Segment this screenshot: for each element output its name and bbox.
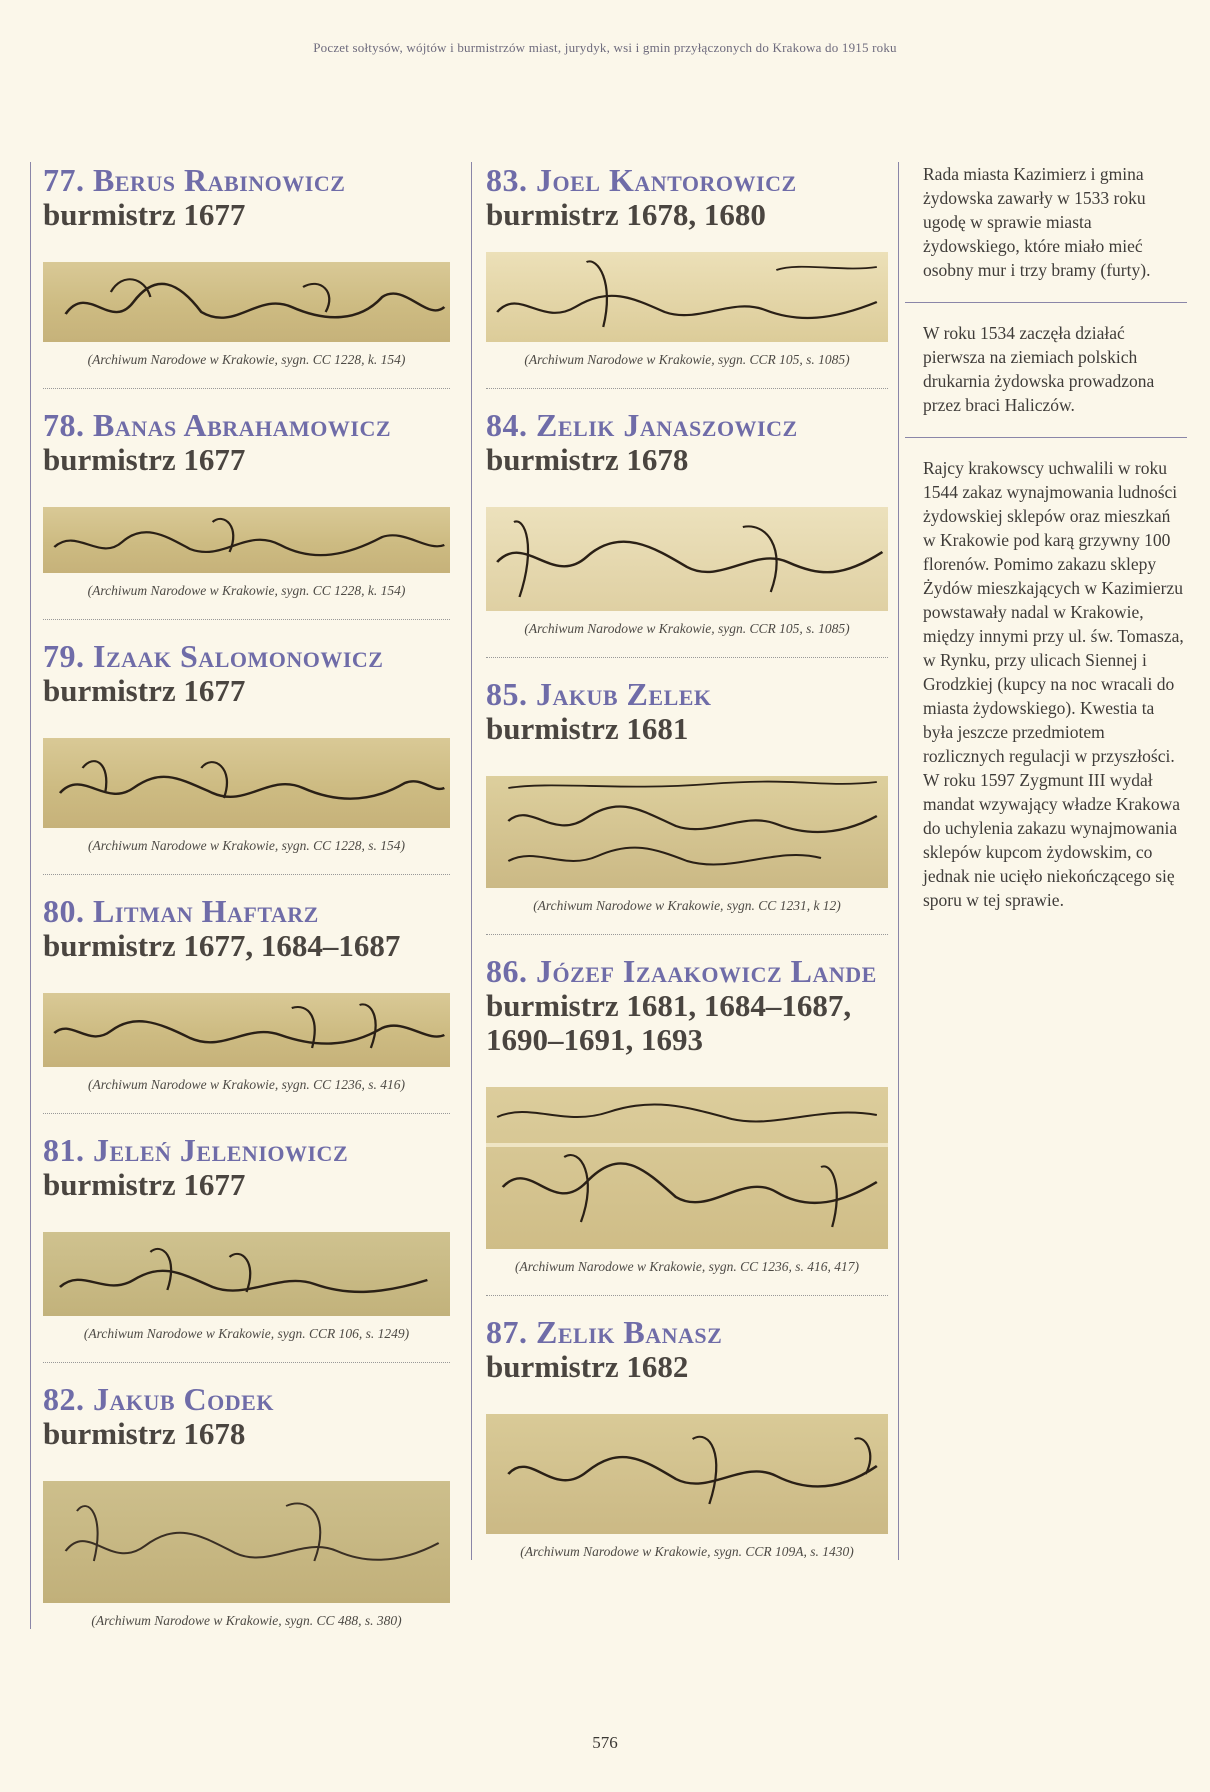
page-number: 576 xyxy=(592,1733,618,1752)
signature-image xyxy=(486,1414,888,1534)
entry-83 xyxy=(486,162,888,389)
archive-caption: (Archiwum Narodowe w Krakowie, sygn. CCR 106, s. 1249) xyxy=(83,1326,410,1341)
side-paragraph: Rada miasta Kazimierz i gmina żydowska zawarły w 1533 roku ugodę w sprawie miasta żydowskiego, które miało mieć osobny mur i trzy bramy (furty). xyxy=(923,164,1151,280)
entry-86 xyxy=(486,953,888,1296)
entry-78 xyxy=(43,407,450,620)
divider xyxy=(905,437,1187,438)
signature-image xyxy=(486,776,888,888)
divider xyxy=(905,302,1187,303)
archive-caption: (Archiwum Narodowe w Krakowie, sygn. CC 1236, s. 416) xyxy=(88,1077,405,1092)
running-head: Poczet sołtysów, wójtów i burmistrzów miast, jurydyk, wsi i gmin przyłączonych do Krakowa do 1915 roku xyxy=(313,40,897,55)
entry-office: burmistrz 1682 xyxy=(486,1349,689,1384)
divider xyxy=(486,1295,888,1296)
entry-heading: 78. Banas Abrahamowicz xyxy=(43,407,392,443)
archive-caption: (Archiwum Narodowe w Krakowie, sygn. CC 1228, k. 154) xyxy=(87,583,406,598)
entry-heading: 77. Berus Rabinowicz xyxy=(43,162,346,198)
entry-office: burmistrz 1677 xyxy=(43,1167,246,1202)
entry-office: burmistrz 1678, 1680 xyxy=(486,197,766,232)
archive-caption: (Archiwum Narodowe w Krakowie, sygn. CC 1228, k. 154) xyxy=(87,352,406,367)
entry-85 xyxy=(486,676,888,935)
divider xyxy=(486,657,888,658)
entry-office: burmistrz 1677 xyxy=(43,442,246,477)
entry-office: burmistrz 1681, 1684–1687, 1690–1691, 1693 xyxy=(486,988,852,1057)
archive-caption: (Archiwum Narodowe w Krakowie, sygn. CCR 105, s. 1085) xyxy=(524,621,850,636)
archive-caption: (Archiwum Narodowe w Krakowie, sygn. CC 1228, s. 154) xyxy=(88,838,405,853)
entry-84 xyxy=(486,407,888,658)
entry-office: burmistrz 1678 xyxy=(43,1416,246,1451)
signature-image xyxy=(43,507,450,573)
entry-office: burmistrz 1681 xyxy=(486,711,689,746)
entry-heading: 81. Jeleń Jeleniowicz xyxy=(43,1132,349,1168)
side-paragraph: Rajcy krakowscy uchwalili w roku 1544 zakaz wynajmowania ludności żydowskiej sklepów oraz mieszkań w Krakowie pod karą grzywny 100 florenów. Pomimo zakazu sklepy Żydów mieszkających w Kazimierzu powstawały nadal w Krakowie, między innymi przy ul. św. Tomasza, w Rynku, przy ulicach Siennej i Grodzkiej (kupcy na noc wracali do miasta żydowskiego). Kwestia ta była jeszcze przedmiotem rozlicznych regulacji w przyszłości. W roku 1597 Zygmunt III wydał mandat wzywający władze Krakowa do uchylenia zakazu wynajmowania sklepów kupcom żydowskim, co jednak nie ucięło niekończącego się sporu w tej sprawie. xyxy=(923,458,1184,910)
divider xyxy=(43,874,450,875)
signature-image xyxy=(486,1087,888,1249)
signature-image xyxy=(43,262,450,342)
side-paragraph: W roku 1534 zaczęła działać pierwsza na ziemiach polskich drukarnia żydowska prowadzona przez braci Haliczów. xyxy=(923,323,1155,415)
divider xyxy=(43,619,450,620)
archive-caption: (Archiwum Narodowe w Krakowie, sygn. CC 1231, k 12) xyxy=(533,898,841,913)
divider xyxy=(43,1113,450,1114)
entry-heading: 80. Litman Haftarz xyxy=(43,893,319,929)
sidebar-text xyxy=(905,162,1187,932)
archive-caption: (Archiwum Narodowe w Krakowie, sygn. CC 488, s. 380) xyxy=(91,1613,402,1628)
entry-heading: 87. Zelik Banasz xyxy=(486,1314,723,1350)
divider xyxy=(486,934,888,935)
left-column xyxy=(30,162,450,1629)
divider xyxy=(486,388,888,389)
entry-77 xyxy=(43,162,450,389)
entry-87 xyxy=(486,1314,888,1560)
signature-image xyxy=(43,738,450,828)
divider xyxy=(43,1362,450,1363)
entry-heading: 82. Jakub Codek xyxy=(43,1381,274,1417)
entry-82 xyxy=(43,1381,450,1629)
entry-heading: 86. Józef Izaakowicz Lande xyxy=(486,953,877,989)
signature-image xyxy=(486,252,888,342)
entry-80 xyxy=(43,893,450,1114)
signature-image xyxy=(43,1232,450,1316)
signature-image xyxy=(43,993,450,1067)
signature-image xyxy=(486,507,888,611)
entry-heading: 85. Jakub Zelek xyxy=(486,676,712,712)
signature-image xyxy=(43,1481,450,1603)
entry-81 xyxy=(43,1132,450,1363)
entry-heading: 79. Izaak Salomonowicz xyxy=(43,638,384,674)
entry-office: burmistrz 1677, 1684–1687 xyxy=(43,928,401,963)
middle-column xyxy=(471,162,899,1560)
entry-79 xyxy=(43,638,450,875)
entry-heading: 84. Zelik Janaszowicz xyxy=(486,407,798,443)
divider xyxy=(43,388,450,389)
entry-office: burmistrz 1678 xyxy=(486,442,689,477)
entry-office: burmistrz 1677 xyxy=(43,197,246,232)
archive-caption: (Archiwum Narodowe w Krakowie, sygn. CCR 109A, s. 1430) xyxy=(520,1544,854,1559)
archive-caption: (Archiwum Narodowe w Krakowie, sygn. CC 1236, s. 416, 417) xyxy=(515,1259,859,1274)
archive-caption: (Archiwum Narodowe w Krakowie, sygn. CCR 105, s. 1085) xyxy=(524,352,850,367)
entry-heading: 83. Joel Kantorowicz xyxy=(486,162,797,198)
entry-office: burmistrz 1677 xyxy=(43,673,246,708)
